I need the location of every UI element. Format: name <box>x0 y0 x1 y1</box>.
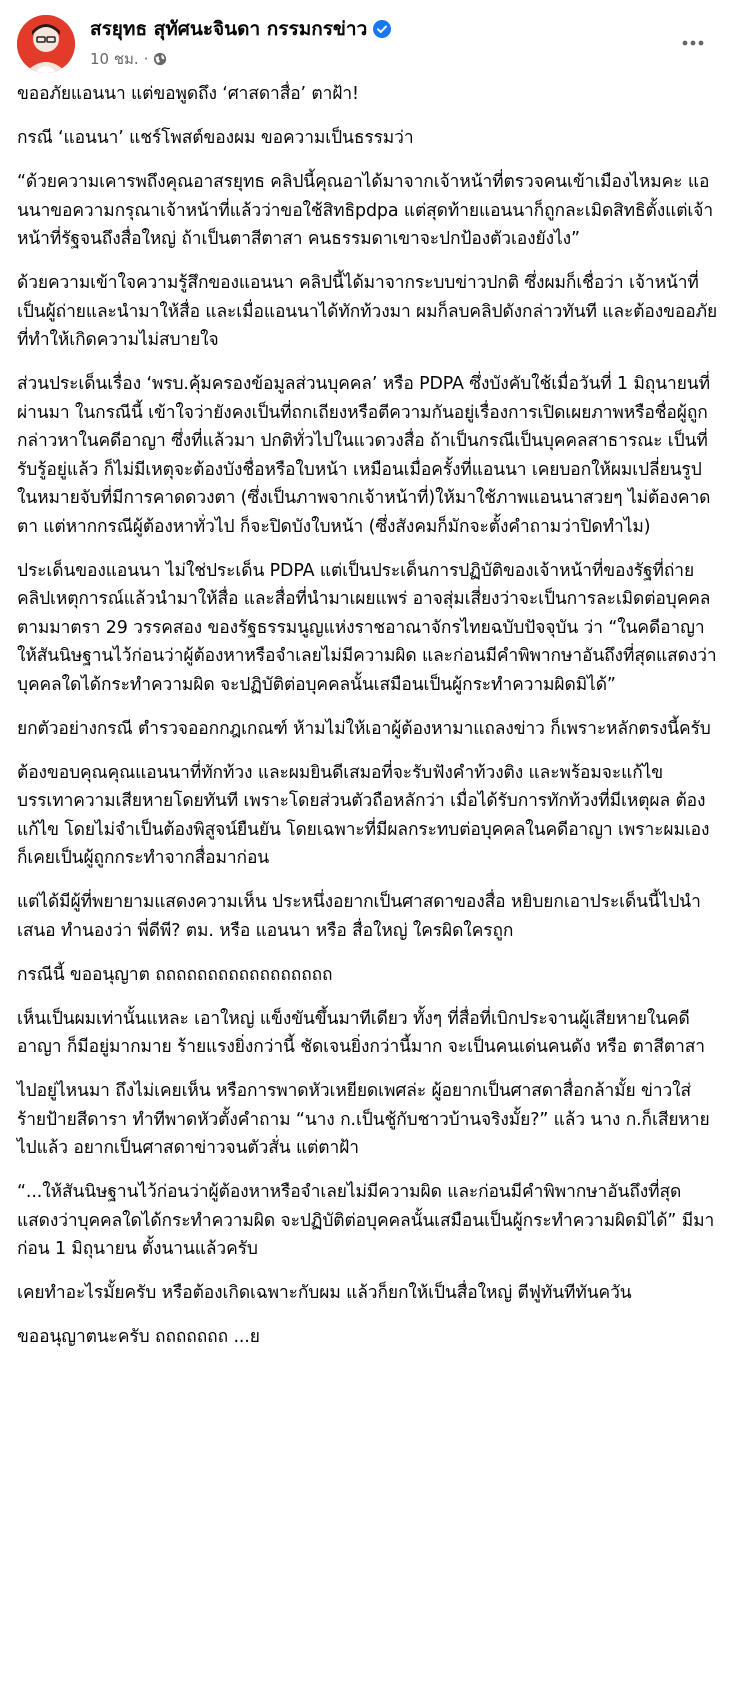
post-header <box>0 0 736 90</box>
post-paragraph: ส่วนประเด็นเรื่อง ‘พรบ.คุ้มครองข้อมูลส่วนบุคคล’ หรือ PDPA ซึ่งบังคับใช้เมื่อวันที่ 1 มิถุนายนที่ผ่านมา ในกรณีนี้ เข้าใจว่ายังคงเป็นที่ถกเถียงหรือตีความกันอยู่เรื่องการเปิดเผยภาพหรือชื่อผู้ถูกกล่าวหาในคดีอาญา ซึ่งที่แล้วมา ปกติทั่วไปในแวดวงสื่อ ถ้าเป็นกรณีเป็นบุคคลสาธารณะ เป็นที่รับรู้อยู่แล้ว ก็ไม่มีเหตุจะต้องบังชื่อหรือใบหน้า เหมือนเมื่อครั้งที่แอนนา เคยบอกให้ผมเปลี่ยนรูปในหมายจับที่มีการคาดดวงตา (ซึ่งเป็นภาพจากเจ้าหน้าที่)ให้มาใช้ภาพแอนนาสวยๆ ไม่ต้องคาดตา แต่หากกรณีผู้ต้องหาทั่วไป ก็จะปิดบังใบหน้า (ซึ่งสังคมก็มักจะตั้งคำถามว่าปิดทำไม) <box>17 374 711 537</box>
post-paragraph: ประเด็นของแอนนา ไม่ใช่ประเด็น PDPA แต่เป็นประเด็นการปฏิบัติของเจ้าหน้าที่ของรัฐที่ถ่ายคลิปเหตุการณ์แล้วนำมาให้สื่อ และสื่อที่นำมาเผยแพร่ อาจสุ่มเสี่ยงว่าจะเป็นการละเมิดต่อบุคคล ตามมาตรา 29 วรรคสอง ของรัฐธรรมนูญแห่งราชอาณาจักรไทยฉบับปัจจุบัน ว่า “ในคดีอาญา ให้สันนิษฐานไว้ก่อนว่าผู้ต้องหาหรือจำเลยไม่มีความผิด และก่อนมีคำพิพากษาอันถึงที่สุดแสดงว่าบุคคลใดได้กระทำความผิด จะปฏิบัติต่อบุคคลนั้นเสมือนเป็นผู้กระทำความผิดมิได้” <box>17 560 717 695</box>
post-time[interactable]: 10 ชม. <box>90 50 139 68</box>
post-paragraph: ยกตัวอย่างกรณี ตำรวจออกกฎเกณฑ์ ห้ามไม่ให้เอาผู้ต้องหามาแถลงข่าว ก็เพราะหลักตรงนี้ครับ <box>17 718 711 739</box>
post-paragraph: ขออนุญาตนะครับ ถถถถถถถ ...ย <box>17 1327 260 1347</box>
more-options-icon <box>682 40 704 46</box>
avatar[interactable] <box>17 15 75 73</box>
author-row <box>90 16 391 42</box>
post-paragraph: ขออภัยแอนนา แต่ขอพูดถึง ‘ศาสดาสื่อ’ ตาฝ้า! <box>17 84 359 104</box>
avatar-portrait-icon <box>17 15 75 73</box>
post-paragraph: “...ให้สันนิษฐานไว้ก่อนว่าผู้ต้องหาหรือจำเลยไม่มีความผิด และก่อนมีคำพิพากษาอันถึงที่สุดแสดงว่าบุคคลใดได้กระทำความผิด จะปฏิบัติต่อบุคคลนั้นเสมือนเป็นผู้กระทำความผิดมิได้” มีมาก่อน 1 มิถุนายน ตั้งนานแล้วครับ <box>17 1182 715 1259</box>
post-paragraph: “ด้วยความเคารพถึงคุณอาสรยุทธ คลิปนี้คุณอาได้มาจากเจ้าหน้าที่ตรวจคนเข้าเมืองไหมคะ แอนนาขอความกรุณาเจ้าหน้าที่แล้วว่าขอใช้สิทธิpdpa แต่สุดท้ายแอนนาก็ถูกละเมิดสิทธิตั้งแต่เจ้าหน้าที่รัฐจนถึงสื่อใหญ่ ถ้าเป็นตาสีตาสา คนธรรมดาเขาจะปกป้องตัวเองยังไง” <box>17 172 714 249</box>
post-paragraph: เห็นเป็นผมเท่านั้นแหละ เอาใหญ่ แข็งขันขึ้นมาทีเดียว ทั้งๆ ที่สื่อที่เบิกประจานผู้เสียหายในคดีอาญา ก็มีอยู่มากมาย ร้ายแรงยิ่งกว่านี้ ชัดเจนยิ่งกว่านี้มาก จะเป็นคนเด่นคนดัง หรือ ตาสีตาสา <box>17 1008 705 1057</box>
globe-icon[interactable] <box>153 52 167 66</box>
meta-separator: · <box>143 50 149 68</box>
verified-badge-icon <box>373 20 391 38</box>
more-options-button[interactable] <box>676 26 710 60</box>
post-paragraph: เคยทำอะไรมั้ยครับ หรือต้องเกิดเฉพาะกับผม แล้วก็ยกให้เป็นสื่อใหญ่ ตีฟูทันทีทันควัน <box>17 1283 632 1303</box>
post-paragraph: แต่ได้มีผู้ที่พยายามแสดงความเห็น ประหนึ่งอยากเป็นศาสดาของสื่อ หยิบยกเอาประเด็นนี้ไปนำเสนอ ทำนองว่า พี่ดีพี? ตม. หรือ แอนนา หรือ สื่อใหญ่ ใครผิดใครถูก <box>17 892 701 941</box>
post-body <box>17 80 719 1367</box>
post-meta <box>90 47 167 71</box>
post-paragraph: ต้องขอบคุณคุณแอนนาที่ทักท้วง และผมยินดีเสมอที่จะรับฟังคำท้วงติง และพร้อมจะแก้ไขบรรเทาความเสียหายโดยทันที เพราะโดยส่วนตัวถือหลักว่า เมื่อได้รับการทักท้วงที่มีเหตุผล ต้องแก้ไข โดยไม่จำเป็นต้องพิสูจน์ยืนยัน โดยเฉพาะที่มีผลกระทบต่อบุคคลในคดีอาญา เพราะผมเองก็เคยเป็นผู้ถูกกระทำจากสื่อมาก่อน <box>17 762 710 868</box>
post-paragraph: ไปอยู่ไหนมา ถึงไม่เคยเห็น หรือการพาดหัวเหยียดเพศล่ะ ผู้อยากเป็นศาสดาสื่อกล้ามั้ย ข่าวใส่ร้ายป้ายสีดารา ทำทีพาดหัวตั้งคำถาม “นาง ก.เป็นชู้กับชาวบ้านจริงมั้ย?” แล้ว นาง ก.ก็เสียหายไปแล้ว อยากเป็นศาสดาข่าวจนตัวสั่น แต่ตาฝ้า <box>17 1081 710 1158</box>
post-paragraph: ด้วยความเข้าใจความรู้สึกของแอนนา คลิปนี้ได้มาจากระบบข่าวปกติ ซึ่งผมก็เชื่อว่า เจ้าหน้าที่เป็นผู้ถ่ายและนำมาให้สื่อ และเมื่อแอนนาได้ทักท้วงมา ผมก็ลบคลิปดังกล่าวทันที และต้องขออภัยที่ทำให้เกิดความไม่สบายใจ <box>17 273 718 350</box>
author-name[interactable]: สรยุทธ สุทัศนะจินดา กรรมกรข่าว <box>90 18 368 40</box>
post-paragraph: กรณีนี้ ขออนุญาต ถถถถถถถถถถถถถถถถถ <box>17 964 333 985</box>
post-paragraph: กรณี ‘แอนนา’ แชร์โพสต์ของผม ขอความเป็นธรรมว่า <box>17 128 414 148</box>
